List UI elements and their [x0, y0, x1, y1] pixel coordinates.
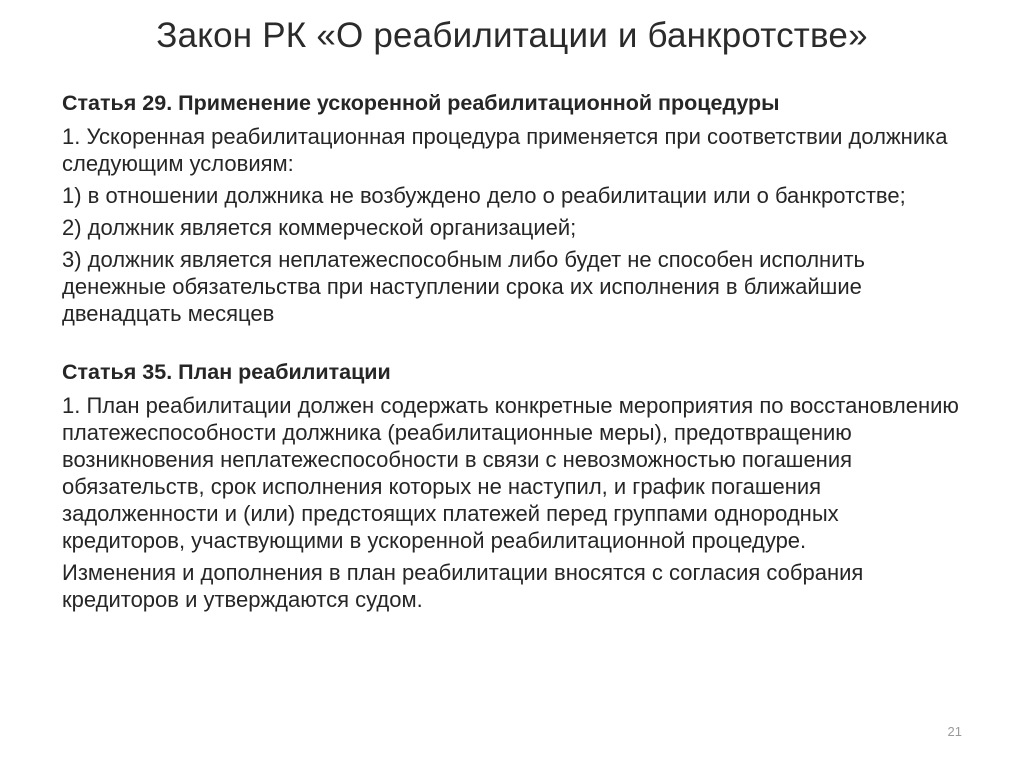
- slide-content: [62, 90, 962, 618]
- article-29-heading: Статья 29. Применение ускоренной реабилитационной процедуры: [62, 91, 780, 115]
- article-35-section: [62, 359, 962, 613]
- article-29-section: [62, 90, 962, 327]
- article-35-paragraph-2: Изменения и дополнения в план реабилитации вносятся с согласия собрания кредиторов и утверждаются судом.: [62, 560, 864, 612]
- page-number: 21: [947, 724, 962, 739]
- article-35-paragraph-1: 1. План реабилитации должен содержать конкретные мероприятия по восстановлению платежеспособности должника (реабилитационные меры), предотвращению возникновения неплатежеспособности в связи с невозможностью погашения обязательств, срок исполнения которых не наступил, и график погашения задолженности и (или) предстоящих платежей перед группами однородных кредиторов, участвующими в ускоренной реабилитационной процедуре.: [62, 393, 959, 553]
- article-29-paragraph-1: 1. Ускоренная реабилитационная процедура применяется при соответствии должника следующим условиям:: [62, 124, 948, 176]
- article-29-condition-3: 3) должник является неплатежеспособным либо будет не способен исполнить денежные обязательства при наступлении срока их исполнения в ближайшие двенадцать месяцев: [62, 247, 866, 326]
- article-29-condition-2: 2) должник является коммерческой организацией;: [62, 215, 577, 240]
- article-29-condition-1: 1) в отношении должника не возбуждено дело о реабилитации или о банкротстве;: [62, 183, 906, 208]
- article-35-heading: Статья 35. План реабилитации: [62, 360, 391, 384]
- slide-title: Закон РК «О реабилитации и банкротстве»: [156, 16, 868, 55]
